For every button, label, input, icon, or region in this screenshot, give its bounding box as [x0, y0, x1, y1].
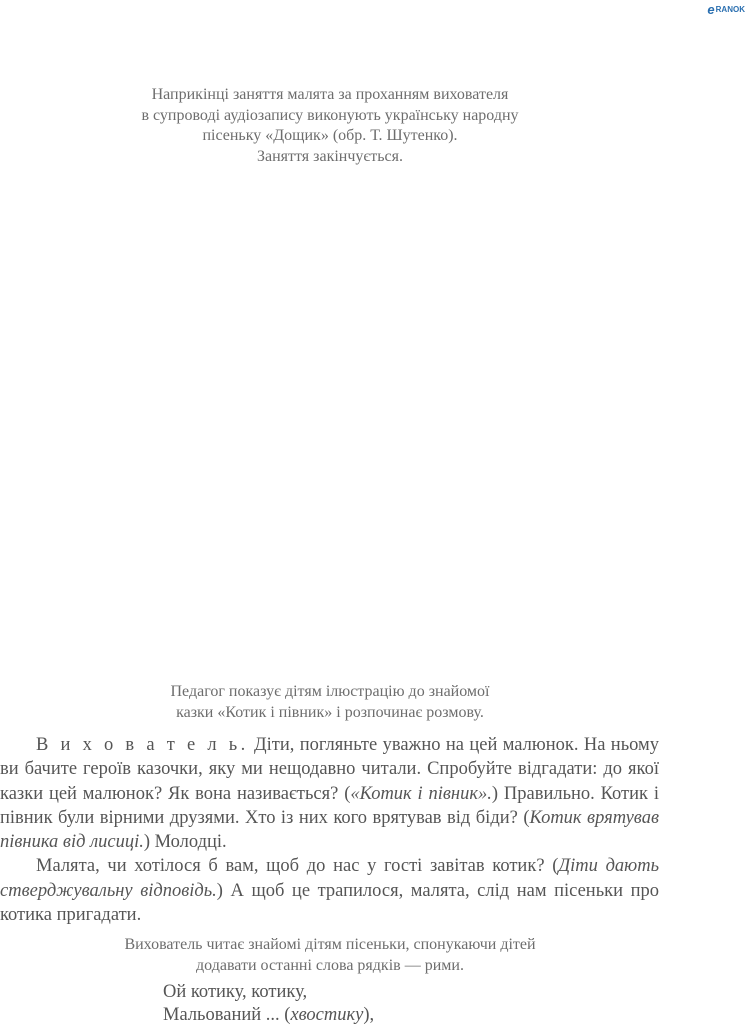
stage-direction-rhymes: [0, 935, 660, 976]
dialogue-paragraph: В и х о в а т е л ь. Діти, погляньте уважно на цей малюнок. На ньому ви бачите героїв казочки, яку ми нещодавно читали. Спробуйте відгадати: до якої казки цей малюнок? Як вона називається? («Котик і півник».) Правильно. Котик і півник були вірними друзями. Хто із них кого врятував від біди? (Котик врятував півника від лисиці.) Молодці.: [0, 735, 659, 853]
note-line: Педагог показує дітям ілюстрацію до знайомої: [170, 683, 490, 700]
dialogue-paragraph: Малята, чи хотілося б вам, щоб до нас у гості завітав котик? (Діти дають стверджувальну відповідь.) А щоб це трапилося, малята, слід нам пісеньки про котика пригадати.: [0, 856, 660, 926]
logo-text: RANOK: [715, 5, 745, 14]
speaker-label: В и х о в а т е л ь.: [36, 735, 249, 755]
logo-letter: e: [707, 2, 715, 17]
note-line: Вихователь читає знайомі дітям пісеньки, спонукаючи дітей: [124, 936, 536, 953]
poem: [163, 981, 374, 1027]
note-line: в супроводі аудіозапису виконують українську народну: [141, 106, 519, 124]
note-line: пісеньку «Дощик» (обр. Т. Шутенко).: [202, 127, 458, 144]
note-line: Наприкінці заняття малята за проханням вихователя: [151, 86, 509, 103]
child-answer: Діти дають стверджувальну відповідь.: [0, 856, 660, 901]
child-answer: «Котик і півник».: [350, 783, 492, 804]
dialogue-text: [0, 733, 659, 927]
stage-direction-illustration: [0, 682, 660, 723]
note-line: казки «Котик і півник» і розпочинає розмову.: [176, 703, 484, 721]
note-line: Заняття закінчується.: [256, 147, 404, 165]
stage-direction-end: [0, 85, 660, 167]
poem-line: Ой котику, котику,: [163, 982, 308, 1002]
rhyme-word: хвостику: [290, 1005, 364, 1025]
child-answer: Котик врятував півника від лисиці.: [0, 807, 659, 853]
note-line: додавати останні слова рядків — рими.: [196, 956, 464, 974]
publisher-logo: [707, 2, 745, 17]
poem-line: Мальований ... (хвостику),: [163, 1005, 375, 1025]
